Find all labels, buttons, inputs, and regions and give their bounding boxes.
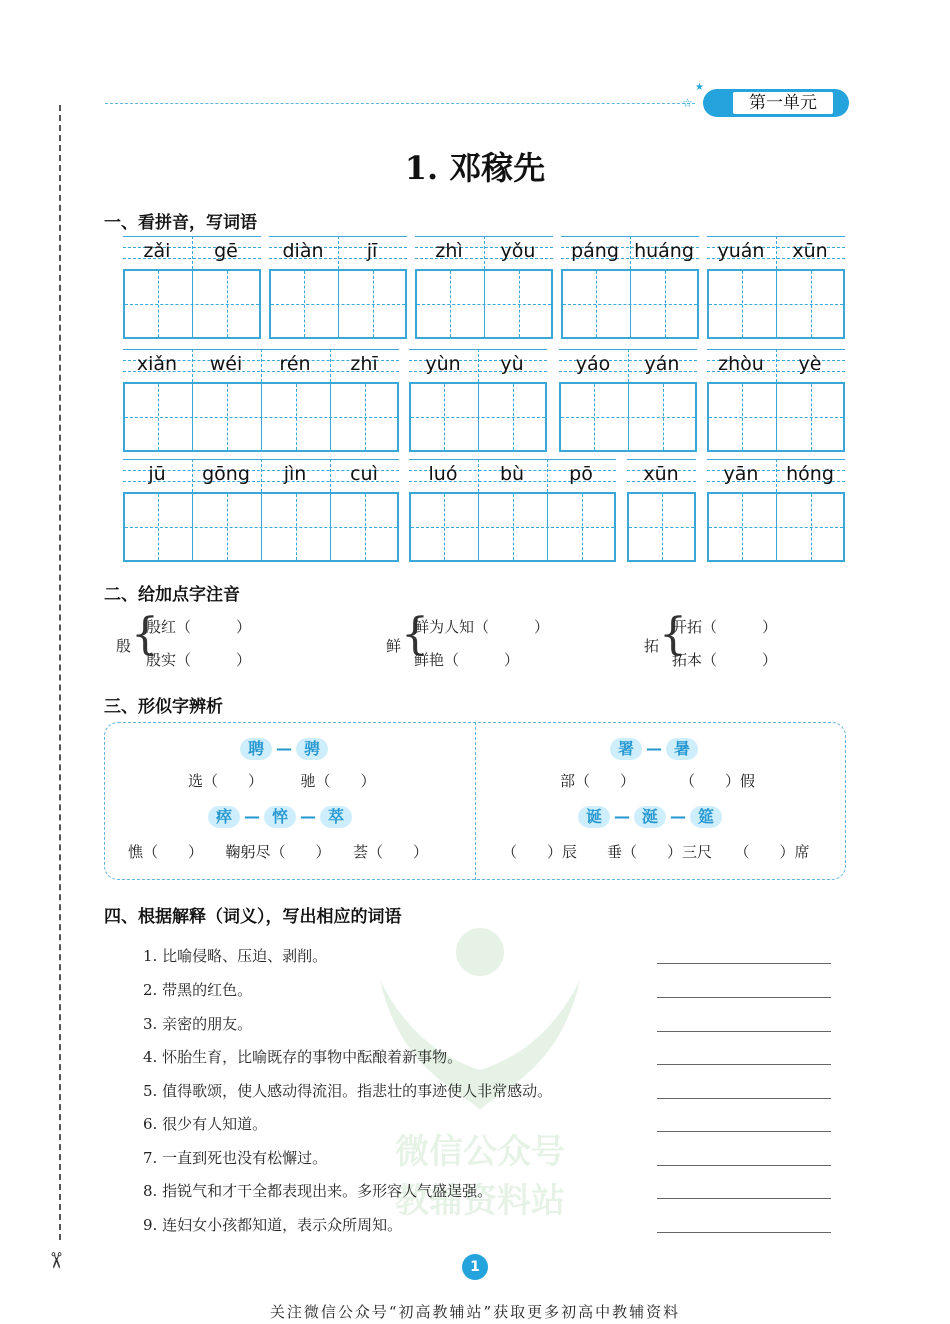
writing-box[interactable] [409,382,547,452]
s2-item: 殷实（ ） [146,651,252,669]
pinyin-label: diàn [282,240,324,262]
s3-row: （ ）辰 垂（ ）三尺 （ ）席 [502,843,810,861]
brace-icon: { [659,609,687,660]
definition-item: 3. 亲密的朋友。 [143,1015,253,1033]
footer-note: 关注微信公众号“初高教辅站”获取更多初高中教辅资料 [269,1303,681,1321]
header-divider [105,103,695,104]
answer-line[interactable] [657,1131,831,1132]
pinyin-word-group [409,349,547,452]
pinyin-label: jū [148,463,166,485]
char-pair: 署 — 暑 [610,738,698,760]
definition-item: 7. 一直到死也没有松懈过。 [143,1149,328,1167]
char-pill: 署 [610,738,642,760]
writing-box[interactable] [269,269,407,339]
pinyin-word-group [123,459,399,562]
pinyin-label: páng [571,240,619,262]
pinyin-label: yán [644,353,680,375]
section-heading: 一、看拼音，写词语 [104,213,257,233]
lesson-title: 1. 邓稼先 [404,149,546,187]
brace-icon: { [401,609,429,660]
char-pill: 悴 [264,806,296,828]
answer-line[interactable] [657,963,831,964]
pinyin-word-group [707,459,845,562]
pinyin-word-group [707,349,845,452]
definition-item: 6. 很少有人知道。 [143,1115,268,1133]
watermark-text: 微信公众号 [395,1132,565,1172]
writing-box[interactable] [415,269,553,339]
s2-item: 开拓（ ） [672,618,778,636]
section-heading: 四、根据解释（词义），写出相应的词语 [104,907,402,927]
section-heading: 三、形似字辨析 [104,697,223,717]
answer-line[interactable] [657,1064,831,1065]
watermark [360,920,600,1220]
writing-box[interactable] [123,382,399,452]
char-pill: 涎 [634,806,666,828]
pinyin-label: gōng [202,463,250,485]
pinyin-word-group [561,236,699,339]
pinyin-label: gē [214,240,238,262]
s2-item: 拓本（ ） [672,651,778,669]
s3-row: 选（ ） 驰（ ） [188,772,376,790]
pinyin-word-group [269,236,407,339]
char-pill: 萃 [320,806,352,828]
watermark-text: 教辅资料站 [395,1181,565,1221]
definition-item: 2. 带黑的红色。 [143,981,253,999]
writing-box[interactable] [707,382,845,452]
pinyin-label: yǒu [500,240,536,262]
pinyin-label: zhì [435,240,463,262]
pinyin-label: jī [366,240,378,262]
char-pair: 聘 — 骋 [240,738,328,760]
char-pill: 瘁 [208,806,240,828]
definition-item: 9. 连妇女小孩都知道，表示众所周知。 [143,1216,403,1234]
writing-box[interactable] [123,269,261,339]
pinyin-word-group [415,236,553,339]
pinyin-label: yùn [425,353,461,375]
pinyin-label: luó [428,463,458,485]
char-pill: 暑 [666,738,698,760]
definition-item: 5. 值得歌颂，使人感动得流泪。指悲壮的事迹使人非常感动。 [143,1082,553,1100]
pinyin-label: rén [279,353,311,375]
char-pair: 瘁 — 悴 — 萃 [208,806,352,828]
writing-box[interactable] [707,269,845,339]
pinyin-label: yáo [575,353,611,375]
definition-item: 1. 比喻侵略、压迫、剥削。 [143,947,328,965]
char-pill: 诞 [578,806,610,828]
pinyin-label: jìn [283,463,307,485]
answer-line[interactable] [657,1232,831,1233]
pinyin-label: huáng [634,240,694,262]
pinyin-word-group [707,236,845,339]
s2-item: 鲜艳（ ） [414,651,520,669]
pinyin-label: yān [723,463,759,485]
scissors-icon: ✂ [42,1251,68,1270]
answer-line[interactable] [657,1098,831,1099]
pinyin-word-group [123,236,261,339]
s2-item: 鲜为人知（ ） [414,618,550,636]
char-pill: 骋 [296,738,328,760]
pinyin-word-group [627,459,696,562]
answer-line[interactable] [657,1031,831,1032]
pinyin-label: wéi [209,353,243,375]
pinyin-label: bù [499,463,525,485]
pinyin-word-group [559,349,697,452]
pinyin-label: yuán [717,240,765,262]
s3-row: 憔（ ） 鞠躬尽（ ） 荟（ ） [128,843,429,861]
writing-box[interactable] [707,492,845,562]
answer-line[interactable] [657,1198,831,1199]
pinyin-label: cuì [350,463,378,485]
brace-icon: { [131,609,159,660]
page-number: 1 [462,1254,488,1280]
s2-head: 鲜 [386,637,402,655]
unit-tag [703,89,849,117]
box-divider [475,722,476,880]
answer-line[interactable] [657,1165,831,1166]
cut-line [59,105,61,1240]
star-icon: ☆ [682,96,693,110]
pinyin-label: pō [569,463,593,485]
char-pair: 诞 — 涎 — 筵 [578,806,722,828]
writing-box[interactable] [627,492,696,562]
pinyin-word-group [409,459,616,562]
s2-item: 殷红（ ） [146,618,252,636]
definition-item: 4. 怀胎生育，比喻既存的事物中酝酿着新事物。 [143,1048,463,1066]
writing-box[interactable] [409,492,616,562]
unit-tag-label: 第一单元 [733,92,833,114]
char-pill: 筵 [690,806,722,828]
pinyin-label: xiǎn [136,353,178,375]
pinyin-word-group [123,349,399,452]
pinyin-label: yù [500,353,524,375]
writing-box[interactable] [123,492,399,562]
s2-head: 拓 [644,637,660,655]
pinyin-label: xūn [643,463,679,485]
pinyin-label: zhī [350,353,378,375]
s2-head: 殷 [116,637,132,655]
writing-box[interactable] [561,269,699,339]
section-heading: 二、给加点字注音 [104,585,240,605]
answer-line[interactable] [657,997,831,998]
pinyin-label: zǎi [143,240,171,262]
star-icon: ★ [695,82,704,93]
pinyin-label: hóng [786,463,834,485]
definition-item: 8. 指锐气和才干全都表现出来。多形容人气盛逞强。 [143,1182,493,1200]
pinyin-label: yè [798,353,822,375]
s3-row: 部（ ） （ ）假 [560,772,756,790]
pinyin-label: xūn [792,240,828,262]
pinyin-label: zhòu [718,353,764,375]
writing-box[interactable] [559,382,697,452]
char-pill: 聘 [240,738,272,760]
